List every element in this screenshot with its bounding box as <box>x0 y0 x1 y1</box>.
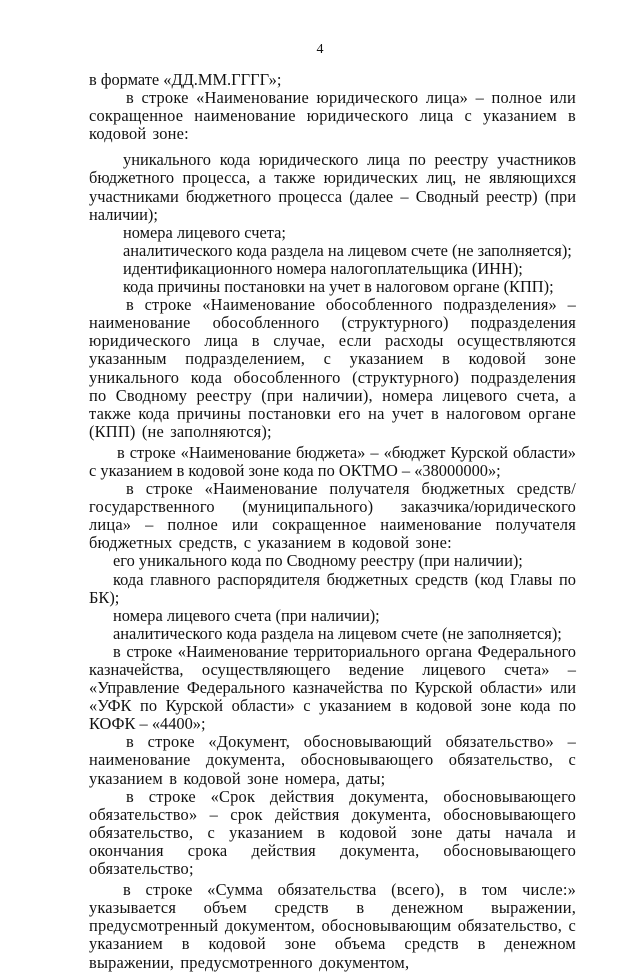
paragraph-obligation-document: в строке «Документ, обосновывающий обязательство» – наименование документа, обосновывающего обязательство, с указанием в кодовой зоне номера, даты; <box>89 732 576 788</box>
paragraph-recipient-code: его уникального кода по Сводному реестру (при наличии); <box>113 551 523 571</box>
paragraph-main-manager-code: кода главного распорядителя бюджетных средств (код Главы по БК); <box>89 569 576 607</box>
document-body <box>89 71 576 972</box>
paragraph-obligation-sum: в строке «Сумма обязательства (всего), в том числе:» указывается объем средств в денежном выражении, предусмотренный документом, обосновывающим обязательство, с указанием в кодовой зоне объема средств в денежном выражении, предусмотренного документом, <box>89 880 576 972</box>
paragraph-recipient-account: номера лицевого счета (при наличии); <box>113 605 380 625</box>
paragraph-account-number: номера лицевого счета; <box>123 222 286 242</box>
page-number: 4 <box>316 42 324 57</box>
paragraph-analytic-code: аналитического кода раздела на лицевом счете (не заполняется); <box>123 240 572 260</box>
paragraph-unique-code: уникального кода юридического лица по реестру участников бюджетного процесса, а также юридических лиц, не являющихся участниками бюджетного процесса (далее – Сводный реестр) (при наличии); <box>89 150 576 224</box>
paragraph-treasury-authority: в строке «Наименование территориального органа Федерального казначейства, осуществляющего ведение лицевого счета» – «Управление Федерального казначейства по Курской области» или «УФК по Курской области» с указанием в кодовой зоне кода по КОФК – «4400»; <box>89 641 576 734</box>
paragraph-kpp: кода причины постановки на учет в налоговом органе (КПП); <box>123 277 554 297</box>
paragraph-document-validity: в строке «Срок действия документа, обосновывающего обязательство» – срок действия документа, обосновывающего обязательство, с указанием в кодовой зоне даты начала и окончания срока действия документа, обосновывающего обязательство; <box>89 786 576 879</box>
paragraph-separate-division: в строке «Наименование обособленного подразделения» – наименование обособленного (структурного) подразделения юридического лица в случае, если расходы осуществляются указанным подразделением, с указанием в кодовой зоне уникального кода обособленного (структурного) подразделения по Сводному реестру (при наличии), номера лицевого счета, а также кода причины постановки его на учет в налоговом органе (КПП) (не заполняются); <box>89 295 576 441</box>
paragraph-date-format-tail: в формате «ДД.ММ.ГГГГ»; <box>89 70 282 89</box>
paragraph-recipient-analytic-code: аналитического кода раздела на лицевом счете (не заполняется); <box>113 623 562 643</box>
paragraph-recipient-name: в строке «Наименование получателя бюджетных средств/государственного (муниципального) заказчика/юридического лица» – полное или сокращенное наименование получателя бюджетных средств, с указанием в кодовой зоне: <box>89 479 576 553</box>
paragraph-budget-name: в строке «Наименование бюджета» – «бюджет Курской области» с указанием в кодовой зоне кода по ОКТМО – «38000000»; <box>89 442 576 480</box>
paragraph-legal-entity-name: в строке «Наименование юридического лица» – полное или сокращенное наименование юридического лица с указанием в кодовой зоне: <box>89 88 576 144</box>
paragraph-inn: идентификационного номера налогоплательщика (ИНН); <box>123 258 523 278</box>
